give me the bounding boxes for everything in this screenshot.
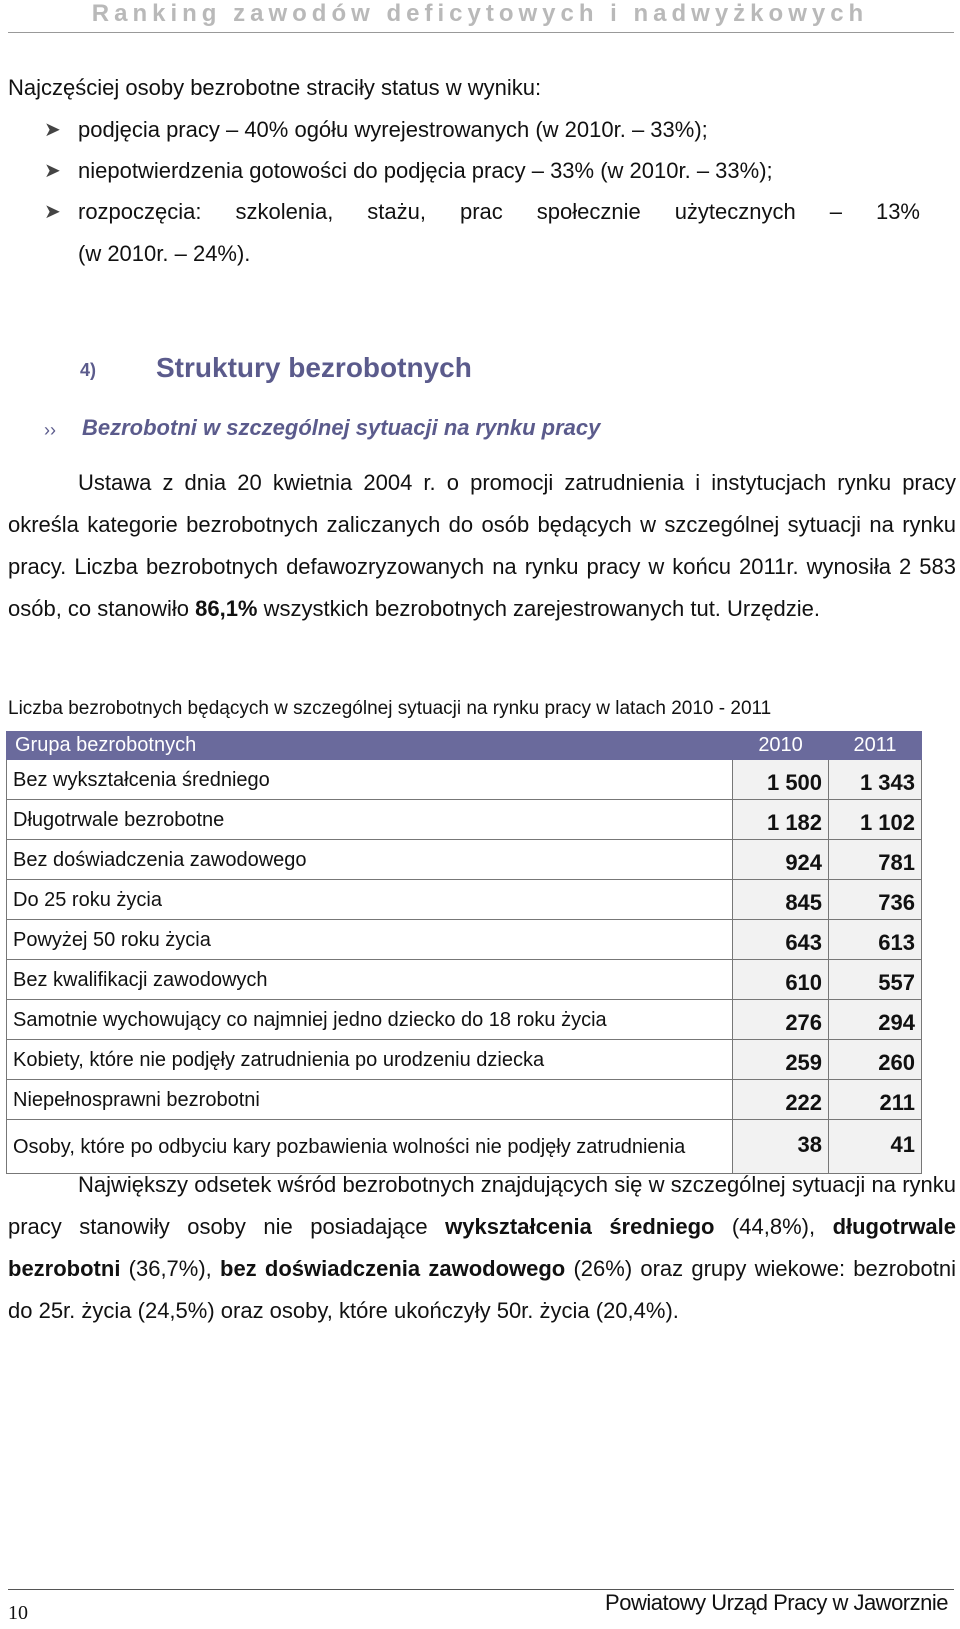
bold-phrase: długotrwale bezrobotni [8,1214,957,1281]
table-caption: Liczba bezrobotnych będących w szczególnej sytuacji na rynku pracy w latach 2010 - 2011 [8,698,772,719]
table-row [7,1000,922,1040]
subsection-title: Bezrobotni w szczególnej sytuacji na rynku pracy [82,415,601,440]
group-label: Bez doświadczenia zawodowego [7,840,733,880]
arrow-bullet-icon: ➤ [44,201,61,223]
value-2010: 38 [733,1120,829,1174]
value-2011: 613 [829,920,922,960]
value-2010: 845 [733,880,829,920]
value-2011: 260 [829,1040,922,1080]
table-row [7,760,922,800]
group-label: Powyżej 50 roku życia [7,920,733,960]
column-header-2011: 2011 [829,732,922,760]
group-label: Bez wykształcenia średniego [7,760,733,800]
column-header-group: Grupa bezrobotnych [7,732,733,760]
value-2011: 781 [829,840,922,880]
intro-bullet: niepotwierdzenia gotowości do podjęcia pracy – 33% (w 2010r. – 33%); [78,158,773,183]
table-header-row [7,732,922,760]
section-number: 4) [80,360,97,380]
table-row [7,840,922,880]
value-2011: 1 102 [829,800,922,840]
arrow-bullet-icon: ➤ [44,119,61,141]
unemployed-groups-table [6,731,922,1174]
intro-bullet-continuation: (w 2010r. – 24%). [78,241,251,266]
value-2010: 643 [733,920,829,960]
value-2010: 276 [733,1000,829,1040]
group-label: Bez kwalifikacji zawodowych [7,960,733,1000]
paragraph-text: (36,7%), [120,1256,220,1281]
paragraph-summary [8,1164,956,1332]
group-label: Samotnie wychowujący co najmniej jedno dziecko do 18 roku życia [7,1000,733,1040]
column-header-2010: 2010 [733,732,829,760]
intro-heading: Najczęściej osoby bezrobotne straciły status w wyniku: [8,75,542,100]
percentage-highlight: 86,1% [195,596,258,621]
value-2010: 1 500 [733,760,829,800]
paragraph-text: Ustawa z dnia 20 kwietnia 2004 r. o promocji zatrudnienia i instytucjach rynku pracy określa kategorie bezrobotnych zaliczanych do osób będących w szczególnej sytuacji na rynku pracy. Liczba bezrobotnych defawozryzowanych na rynku pracy w końcu 2011r. wynosiła 2 583 osób, co stanowiło [8,470,956,621]
footer-organization: Powiatowy Urząd Pracy w Jaworznie [605,1590,948,1615]
table-row [7,960,922,1000]
value-2011: 557 [829,960,922,1000]
paragraph-text: (44,8%), [714,1214,833,1239]
intro-bullet: podjęcia pracy – 40% ogółu wyrejestrowanych (w 2010r. – 33%); [78,117,708,142]
paragraph-legislation [8,462,956,630]
section-title: Struktury bezrobotnych [156,352,472,383]
group-label: Osoby, które po odbyciu kary pozbawienia wolności nie podjęły zatrudnienia [7,1120,733,1174]
chevron-right-icon: ›› [44,420,56,440]
value-2010: 1 182 [733,800,829,840]
page-number: 10 [8,1602,28,1624]
table-row [7,880,922,920]
value-2011: 211 [829,1080,922,1120]
value-2011: 1 343 [829,760,922,800]
header-divider [8,32,954,33]
value-2011: 736 [829,880,922,920]
group-label: Do 25 roku życia [7,880,733,920]
value-2010: 610 [733,960,829,1000]
value-2010: 924 [733,840,829,880]
value-2011: 294 [829,1000,922,1040]
value-2010: 222 [733,1080,829,1120]
arrow-bullet-icon: ➤ [44,160,61,182]
paragraph-text: wszystkich bezrobotnych zarejestrowanych tut. Urzędzie. [257,596,820,621]
table-row [7,1080,922,1120]
intro-bullet: rozpoczęcia: szkolenia, stażu, prac społecznie użytecznych – 13% [78,199,920,224]
running-header: Ranking zawodów deficytowych i nadwyżkowych [91,0,869,27]
table-row [7,1040,922,1080]
table-row [7,920,922,960]
value-2010: 259 [733,1040,829,1080]
group-label: Niepełnosprawni bezrobotni [7,1080,733,1120]
bold-phrase: bez doświadczenia zawodowego [220,1256,566,1281]
paragraph-text: Największy odsetek wśród bezrobotnych znajdujących się w szczególnej sytuacji na rynku pracy stanowiły osoby nie posiadające [8,1172,956,1239]
table-row [7,800,922,840]
group-label: Długotrwale bezrobotne [7,800,733,840]
bold-phrase: wykształcenia średniego [445,1214,715,1239]
group-label: Kobiety, które nie podjęły zatrudnienia po urodzeniu dziecka [7,1040,733,1080]
value-2011: 41 [829,1120,922,1174]
paragraph-text: (26%) oraz grupy wiekowe: bezrobotni do 25r. życia (24,5%) oraz osoby, które ukończyły 50r. życia (20,4%). [8,1256,957,1323]
